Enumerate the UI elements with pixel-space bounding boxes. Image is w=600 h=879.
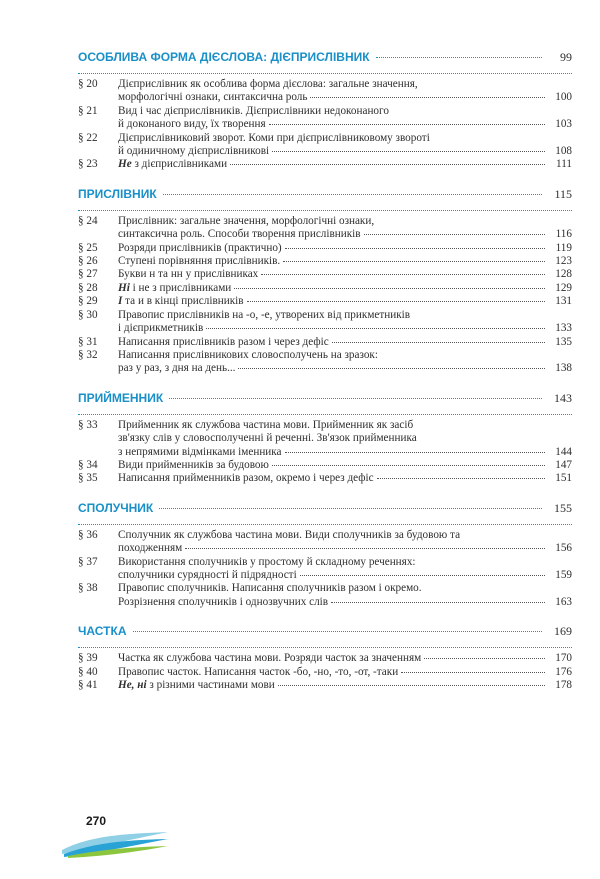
entry-title: Дієприслівниковий зворот. Коми при дієприслівниковому звороті — [118, 131, 430, 144]
entry-body — [118, 529, 572, 556]
entry-line — [118, 569, 572, 582]
entry-emphasis: Ні — [118, 281, 130, 294]
dot-leader — [364, 234, 545, 235]
toc-entry[interactable] — [78, 105, 572, 132]
paragraph-number: § 28 — [78, 281, 98, 294]
entry-page: 138 — [555, 362, 572, 375]
paragraph-number: § 38 — [78, 582, 98, 595]
toc-entry[interactable] — [78, 459, 572, 472]
toc-entry[interactable] — [78, 652, 572, 665]
entry-line — [118, 362, 572, 375]
dot-leader — [401, 672, 545, 673]
paragraph-number: § 35 — [78, 472, 98, 485]
entry-text — [118, 268, 258, 281]
entry-line — [118, 529, 572, 542]
section-title: СПОЛУЧНИК — [78, 500, 154, 515]
entry-title: та и в кінці прислівників — [122, 295, 244, 308]
entry-line — [118, 78, 572, 91]
entry-text — [118, 419, 413, 432]
dot-leader — [234, 288, 545, 289]
entry-body — [118, 419, 572, 459]
dot-leader — [247, 301, 545, 302]
paragraph-number: § 40 — [78, 665, 98, 678]
entry-body — [118, 282, 572, 295]
entry-line — [118, 446, 572, 459]
paragraph-number: § 32 — [78, 348, 98, 361]
entry-line — [118, 295, 572, 308]
entry-text — [118, 91, 307, 104]
toc-entry[interactable] — [78, 215, 572, 242]
entry-page: 129 — [555, 281, 572, 294]
dot-leader — [285, 452, 545, 453]
entry-text — [118, 432, 417, 445]
entry-page: 116 — [555, 228, 572, 241]
entry-line — [118, 91, 572, 104]
wave-decoration-icon — [60, 830, 170, 858]
paragraph-number: § 21 — [78, 104, 98, 117]
entry-line — [118, 472, 572, 485]
entry-text — [118, 336, 329, 349]
section-page: 115 — [554, 186, 572, 201]
entry-title: Букви н та нн у прислівниках — [118, 268, 259, 281]
entry-body — [118, 268, 572, 281]
entry-text — [118, 145, 269, 158]
section-page: 99 — [560, 50, 572, 64]
dot-leader — [159, 508, 542, 509]
paragraph-number: § 36 — [78, 528, 98, 541]
entry-title: і не з прислівниками — [129, 281, 232, 294]
entry-text — [118, 459, 269, 472]
entry-page: 176 — [555, 665, 572, 678]
paragraph-number: § 30 — [78, 308, 98, 321]
dot-leader — [163, 194, 542, 195]
entry-line — [118, 118, 572, 131]
entry-body — [118, 679, 572, 692]
entry-body — [118, 582, 572, 609]
dot-leader — [376, 57, 542, 58]
section-divider — [78, 210, 572, 211]
entry-text — [118, 132, 430, 145]
entry-line — [118, 542, 572, 555]
entry-body — [118, 556, 572, 583]
entry-line — [118, 596, 572, 609]
entry-body — [118, 652, 572, 665]
paragraph-number: § 27 — [78, 268, 98, 281]
section-spacer — [78, 376, 572, 391]
entry-text — [118, 582, 422, 595]
entry-line — [118, 268, 572, 281]
entry-body — [118, 459, 572, 472]
entry-line — [118, 459, 572, 472]
entry-text — [118, 349, 378, 362]
toc-entry[interactable] — [78, 472, 572, 485]
entry-line — [118, 242, 572, 255]
entry-text — [118, 242, 282, 255]
toc-entry[interactable] — [78, 529, 572, 556]
entry-title: Дієприслівник як особлива форма дієслова: загальне значення, — [118, 78, 418, 90]
section-title: ПРИЙМЕННИК — [78, 390, 164, 405]
entry-line — [118, 105, 572, 118]
toc-entry[interactable] — [78, 582, 572, 609]
entry-body — [118, 336, 572, 349]
entry-page: 103 — [555, 118, 572, 131]
section-page: 169 — [554, 624, 572, 639]
entry-line — [118, 228, 572, 241]
paragraph-number: § 41 — [78, 679, 98, 691]
paragraph-number: § 22 — [78, 131, 98, 144]
dot-leader — [300, 575, 545, 576]
entry-page: 100 — [555, 91, 572, 104]
section-divider — [78, 414, 572, 415]
entry-title: синтаксична роль. Способи творення прислівників — [118, 228, 361, 241]
entry-page: 123 — [555, 255, 572, 268]
section-heading[interactable] — [78, 187, 572, 207]
toc-entry[interactable] — [78, 666, 572, 679]
entry-body — [118, 242, 572, 255]
paragraph-number: § 33 — [78, 418, 98, 431]
paragraph-number: § 34 — [78, 458, 98, 471]
entry-page: 170 — [555, 652, 572, 665]
section-spacer — [78, 609, 572, 624]
entry-line — [118, 282, 572, 295]
entry-title: Сполучник як службова частина мови. Види сполучників за будовою та — [118, 528, 461, 541]
section-title: ОСОБЛИВА ФОРМА ДІЄСЛОВА: ДІЄПРИСЛІВНИК — [78, 50, 370, 64]
dot-leader — [238, 368, 545, 369]
entry-page: 147 — [555, 458, 572, 471]
entry-body — [118, 215, 572, 242]
entry-page: 108 — [555, 145, 572, 158]
section-title: ПРИСЛІВНИК — [78, 186, 157, 201]
section-divider — [78, 524, 572, 525]
entry-line — [118, 582, 572, 595]
dot-leader — [206, 328, 545, 329]
toc-entry[interactable] — [78, 268, 572, 281]
toc-entry[interactable] — [78, 556, 572, 583]
entry-emphasis: Не — [118, 158, 132, 171]
entry-title: Розрізнення сполучників і однозвучних слів — [118, 595, 329, 608]
dot-leader — [285, 248, 545, 249]
entry-text — [118, 228, 361, 241]
entry-title: Використання сполучників у простому й складному реченнях: — [118, 555, 416, 568]
section-heading[interactable] — [78, 391, 572, 411]
entry-text — [118, 255, 280, 268]
entry-body — [118, 309, 572, 336]
entry-text — [118, 158, 227, 171]
entry-emphasis: Не, ні — [118, 679, 147, 691]
entry-title: Види прийменників за будовою — [118, 458, 269, 471]
entry-line — [118, 158, 572, 171]
entry-title: з непрямими відмінками іменника — [118, 445, 282, 458]
entry-title: Вид і час дієприслівників. Дієприслівники недоконаного — [118, 104, 389, 117]
entry-page: 119 — [555, 241, 572, 254]
entry-body — [118, 666, 572, 679]
entry-title: Розряди прислівників (практично) — [118, 241, 282, 254]
toc-entry[interactable] — [78, 349, 572, 376]
toc-entry[interactable] — [78, 255, 572, 268]
entry-page: 163 — [555, 595, 572, 608]
paragraph-number: § 26 — [78, 255, 98, 268]
paragraph-number: § 37 — [78, 555, 98, 568]
entry-page: 131 — [555, 295, 572, 308]
entry-title: раз у раз, з дня на день... — [118, 362, 236, 375]
entry-body — [118, 349, 572, 376]
entry-body — [118, 132, 572, 159]
paragraph-number: § 23 — [78, 158, 98, 171]
dot-leader — [230, 164, 545, 165]
paragraph-number: § 29 — [78, 295, 98, 308]
entry-page: 159 — [555, 568, 572, 581]
entry-body — [118, 295, 572, 308]
page-footer — [60, 812, 170, 862]
entry-title: і дієприкметників — [118, 322, 204, 335]
entry-text — [118, 295, 244, 308]
entry-text — [118, 282, 231, 295]
entry-title: з дієприслівниками — [131, 158, 228, 171]
page-number: 270 — [86, 814, 107, 828]
entry-page: 133 — [555, 322, 572, 335]
entry-page: 156 — [555, 542, 572, 555]
entry-text — [118, 679, 275, 692]
entry-title: Написання прислівників разом і через дефіс — [118, 335, 329, 348]
dot-leader — [272, 465, 545, 466]
entry-line — [118, 145, 572, 158]
entry-line — [118, 419, 572, 432]
section-heading[interactable] — [78, 624, 572, 644]
entry-text — [118, 596, 328, 609]
entry-text — [118, 105, 389, 118]
entry-line — [118, 652, 572, 665]
dot-leader — [310, 97, 545, 98]
entry-text — [118, 556, 416, 569]
toc-entry[interactable] — [78, 132, 572, 159]
entry-text — [118, 542, 182, 555]
toc-entry[interactable] — [78, 679, 572, 692]
entry-title: Правопис прислівників на -о, -е, утворених від прикметників — [118, 308, 411, 321]
dot-leader — [331, 602, 545, 603]
section-spacer — [78, 486, 572, 501]
entry-line — [118, 556, 572, 569]
entry-title: Ступені порівняння прислівників. — [118, 255, 281, 268]
entry-title: Правопис сполучників. Написання сполучників разом і окремо. — [118, 582, 422, 595]
toc-entry[interactable] — [78, 78, 572, 105]
entry-page: 128 — [555, 268, 572, 281]
entry-text — [118, 118, 266, 131]
dot-leader — [283, 261, 545, 262]
entry-title: й доконаного виду, їх творення — [118, 118, 266, 131]
dot-leader — [332, 342, 545, 343]
dot-leader — [261, 274, 545, 275]
section-page: 155 — [554, 500, 572, 515]
dot-leader — [169, 398, 542, 399]
entry-title: й одиничному дієприслівникові — [118, 145, 270, 158]
section-divider — [78, 73, 572, 74]
entry-text — [118, 472, 374, 485]
entry-line — [118, 322, 572, 335]
toc-entry[interactable] — [78, 336, 572, 349]
paragraph-number: § 39 — [78, 652, 98, 665]
entry-line — [118, 309, 572, 322]
dot-leader — [377, 478, 545, 479]
section-heading[interactable] — [78, 501, 572, 521]
entry-page: 144 — [555, 445, 572, 458]
dot-leader — [133, 631, 543, 632]
section-page: 143 — [554, 390, 572, 405]
section-divider — [78, 647, 572, 648]
entry-body — [118, 78, 572, 105]
paragraph-number: § 31 — [78, 335, 98, 348]
entry-text — [118, 215, 374, 228]
entry-line — [118, 255, 572, 268]
dot-leader — [269, 124, 545, 125]
entry-text — [118, 666, 398, 679]
section-title: ЧАСТКА — [78, 624, 127, 639]
toc-entry[interactable] — [78, 419, 572, 459]
entry-text — [118, 322, 203, 335]
dot-leader — [424, 658, 545, 659]
entry-title: Прислівник: загальне значення, морфологічні ознаки, — [118, 214, 375, 227]
toc-entry[interactable] — [78, 158, 572, 171]
entry-title: з різними частинами мови — [146, 679, 275, 691]
toc-entry[interactable] — [78, 295, 572, 308]
dot-leader — [278, 685, 545, 686]
entry-line — [118, 132, 572, 145]
entry-text — [118, 652, 421, 665]
entry-body — [118, 472, 572, 485]
paragraph-number: § 20 — [78, 78, 98, 90]
toc-entry[interactable] — [78, 282, 572, 295]
entry-title: сполучники сурядності й підрядності — [118, 568, 297, 581]
toc-entry[interactable] — [78, 242, 572, 255]
paragraph-number: § 24 — [78, 214, 98, 227]
entry-text — [118, 529, 460, 542]
entry-body — [118, 158, 572, 171]
entry-line — [118, 432, 572, 445]
entry-title: зв'язку слів у словосполученні й реченні. Зв'язок прийменника — [118, 432, 417, 445]
entry-line — [118, 215, 572, 228]
entry-title: Частка як службова частина мови. Розряди часток за значенням — [118, 652, 422, 665]
entry-line — [118, 679, 572, 692]
section-spacer — [78, 172, 572, 187]
toc-entry[interactable] — [78, 309, 572, 336]
entry-title: Написання прийменників разом, окремо і через дефіс — [118, 472, 374, 485]
entry-page: 151 — [555, 472, 572, 485]
entry-emphasis: І — [118, 295, 123, 308]
section-heading[interactable] — [78, 50, 572, 70]
table-of-contents — [78, 50, 572, 692]
paragraph-number: § 25 — [78, 241, 98, 254]
entry-line — [118, 336, 572, 349]
dot-leader — [185, 548, 545, 549]
entry-line — [118, 666, 572, 679]
dot-leader — [272, 151, 545, 152]
entry-page: 111 — [556, 158, 572, 171]
entry-text — [118, 309, 410, 322]
entry-title: Написання прислівникових словосполучень на зразок: — [118, 348, 378, 361]
entry-body — [118, 105, 572, 132]
entry-page: 178 — [555, 679, 572, 691]
entry-text — [118, 569, 297, 582]
entry-body — [118, 255, 572, 268]
entry-text — [118, 362, 235, 375]
entry-text — [118, 446, 282, 459]
entry-title: Прийменник як службова частина мови. Прийменник як засіб — [118, 418, 414, 431]
entry-line — [118, 349, 572, 362]
entry-title: походженням — [118, 542, 183, 555]
entry-title: морфологічні ознаки, синтаксична роль — [118, 91, 308, 104]
entry-title: Правопис часток. Написання часток -бо, -но, -то, -от, -таки — [118, 665, 399, 678]
entry-page: 135 — [555, 335, 572, 348]
entry-text — [118, 78, 418, 91]
